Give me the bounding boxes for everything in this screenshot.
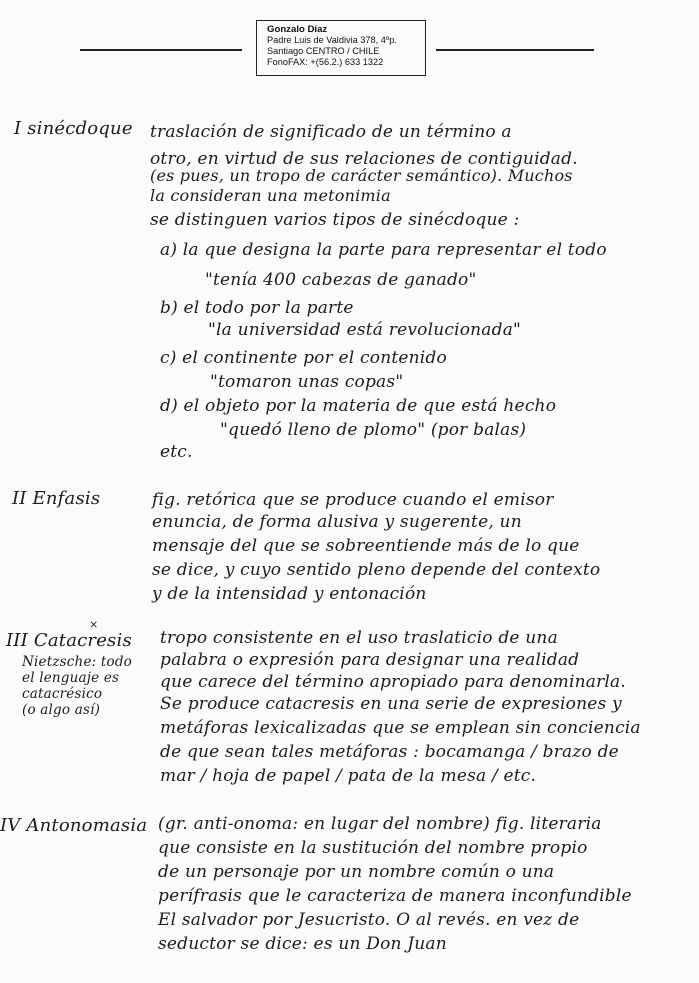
- margin-note: Nietzsche: todo el lenguaje es catacrésico (o algo así): [22, 654, 132, 718]
- term-enfasis: II Enfasis: [12, 488, 101, 509]
- definition-line: fig. retórica que se produce cuando el emisor: [152, 490, 554, 510]
- definition-line: palabra o expresión para designar una realidad: [160, 650, 580, 670]
- definition-line: se dice, y cuyo sentido pleno depende del contexto: [152, 560, 601, 580]
- definition-line: metáforas lexicalizadas que se emplean sin conciencia: [160, 718, 641, 738]
- definition-line: b) el todo por la parte: [160, 298, 354, 318]
- example-line: "quedó lleno de plomo" (por balas): [220, 420, 527, 440]
- header-rule-left: [80, 49, 242, 51]
- definition-line: la consideran una metonimia: [150, 186, 391, 205]
- definition-line: a) la que designa la parte para representar el todo: [160, 240, 607, 260]
- definition-line: mensaje del que se sobreentiende más de lo que: [152, 536, 580, 556]
- stamp-address: Padre Luis de Valdivia 378, 4ºp.: [267, 35, 397, 45]
- definition-line: Se produce catacresis en una serie de expresiones y: [160, 694, 622, 714]
- definition-line: tropo consistente en el uso traslaticio de una: [160, 628, 558, 648]
- definition-line: enuncia, de forma alusiva y sugerente, un: [152, 512, 522, 532]
- definition-line: otro, en virtud de sus relaciones de contiguidad.: [150, 149, 578, 169]
- definition-line: (gr. anti-onoma: en lugar del nombre) fig. literaria: [158, 814, 602, 834]
- definition-line: y de la intensidad y entonación: [152, 584, 427, 604]
- definition-line: traslación de significado de un término a: [150, 122, 512, 142]
- definition-line: de que sean tales metáforas : bocamanga / brazo de: [160, 742, 619, 762]
- stamp-phone: FonoFAX: +(56.2.) 633 1322: [267, 57, 384, 67]
- definition-line: de un personaje por un nombre común o una: [158, 862, 555, 882]
- definition-line: (es pues, un tropo de carácter semántico). Muchos: [150, 166, 573, 185]
- example-line: "tenía 400 cabezas de ganado": [205, 270, 477, 290]
- definition-line: d) el objeto por la materia de que está hecho: [160, 396, 557, 416]
- definition-line: que carece del término apropiado para denominarla.: [160, 672, 626, 692]
- example-line: "tomaron unas copas": [210, 372, 404, 392]
- definition-line: etc.: [160, 442, 193, 462]
- annotation-mark: ×: [89, 618, 99, 631]
- term-sinecdoque: I sinécdoque: [14, 118, 133, 139]
- definition-line: mar / hoja de papel / pata de la mesa / etc.: [160, 766, 537, 786]
- definition-line: El salvador por Jesucristo. O al revés. en vez de: [158, 910, 580, 930]
- stamp-city: Santiago CENTRO / CHILE: [267, 46, 380, 56]
- definition-line: se distinguen varios tipos de sinécdoque :: [150, 210, 520, 230]
- term-antonomasia: IV Antonomasia: [0, 815, 148, 836]
- term-catacresis: III Catacresis: [6, 630, 132, 651]
- definition-line: perífrasis que le caracteriza de manera inconfundible: [158, 886, 632, 906]
- letterhead-stamp: [256, 20, 426, 76]
- definition-line: c) el continente por el contenido: [160, 348, 447, 368]
- definition-line: seductor se dice: es un Don Juan: [158, 934, 447, 954]
- definition-line: que consiste en la sustitución del nombre propio: [158, 838, 588, 858]
- header-rule-right: [436, 49, 594, 51]
- stamp-name: Gonzalo Díaz: [267, 24, 328, 35]
- example-line: "la universidad está revolucionada": [208, 320, 522, 340]
